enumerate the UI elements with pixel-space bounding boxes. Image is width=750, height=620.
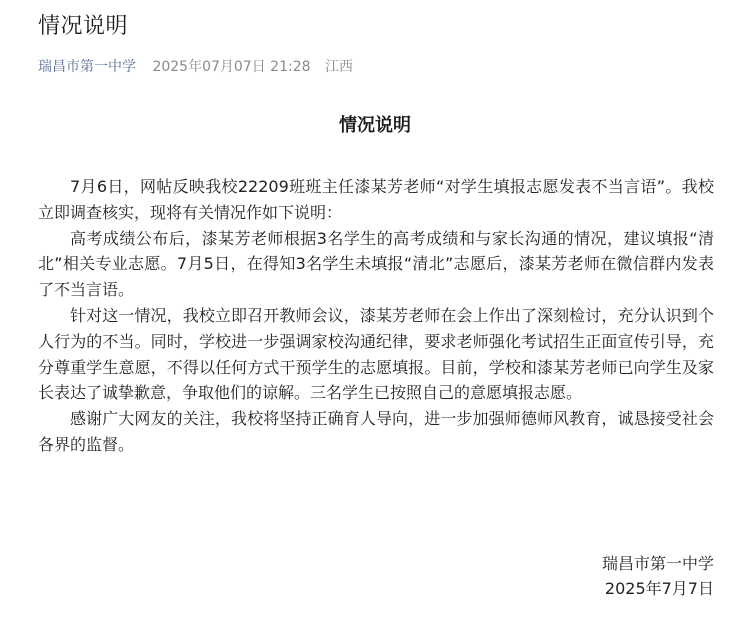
signature-organization: 瑞昌市第一中学: [601, 554, 714, 573]
body-paragraph-2: 高考成绩公布后，漆某芳老师根据3名学生的高考成绩和与家长沟通的情况，建议填报“清北”相关专业志愿。7月5日，在得知3名学生未填报“清北”志愿后，漆某芳老师在微信群内发表了不当言语。: [38, 228, 714, 300]
account-name-link[interactable]: 瑞昌市第一中学: [38, 59, 136, 75]
publish-location: 江西: [324, 59, 353, 75]
body-paragraph-4: 感谢广大网友的关注，我校将坚持正确育人导向，进一步加强师德师风教育，诚恳接受社会各界的监督。: [38, 409, 714, 454]
body-paragraph-1: 7月6日，网帖反映我校22209班班主任漆某芳老师“对学生填报志愿发表不当言语”。我校立即调查核实，现将有关情况作如下说明：: [38, 177, 714, 222]
article-title: 情况说明: [38, 14, 129, 39]
document-body: [38, 174, 714, 458]
article-meta: [38, 57, 353, 77]
body-paragraph-3: 针对这一情况，我校立即召开教师会议，漆某芳老师在会上作出了深刻检讨，充分认识到个人行为的不当。同时，学校进一步强调家校沟通纪律，要求老师强化考试招生正面宣传引导，充分尊重学生意愿，不得以任何方式干预学生的志愿填报。目前，学校和漆某芳老师已向学生及家长表达了诚挚歉意，争取他们的谅解。三名学生已按照自己的意愿填报志愿。: [38, 305, 714, 403]
document-heading: 情况说明: [339, 115, 411, 136]
signature-date: 2025年7月7日: [604, 579, 714, 598]
signature-block: [602, 551, 714, 601]
publish-time: 2025年07月07日 21:28: [152, 59, 311, 75]
